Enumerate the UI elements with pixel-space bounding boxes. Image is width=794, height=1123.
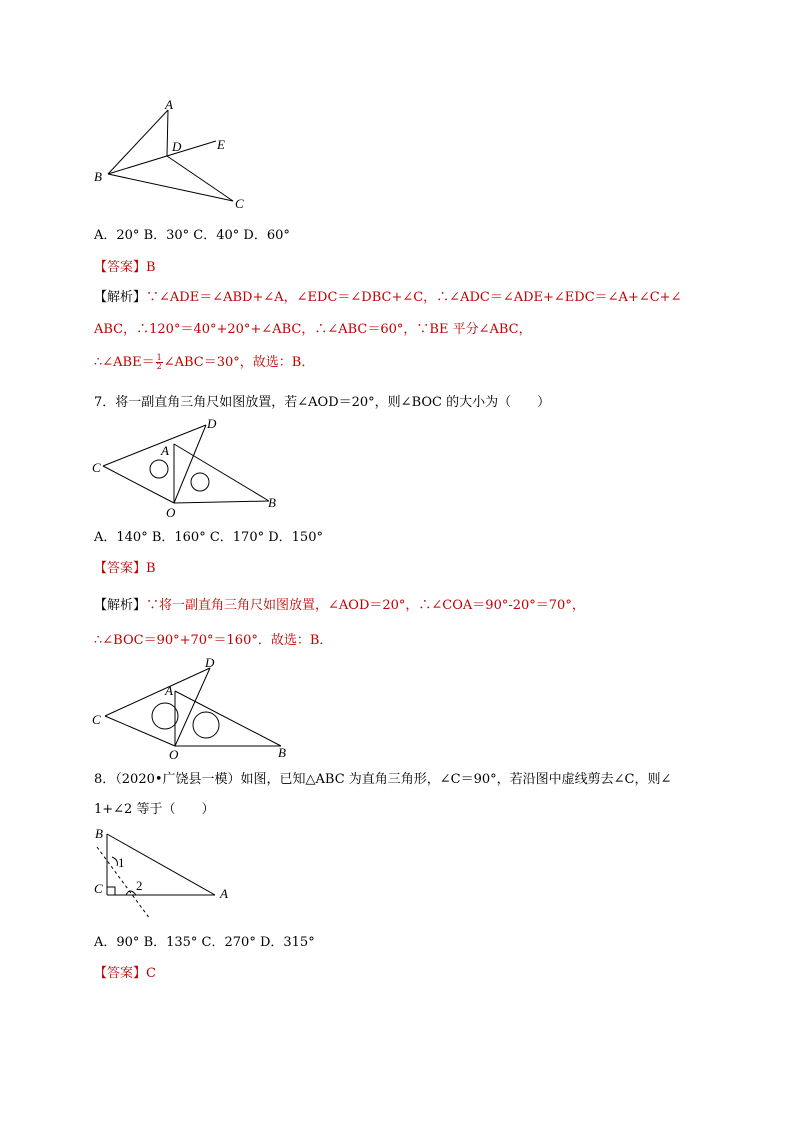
q6-answer — [94, 260, 156, 276]
answer-tag: 【答案】 — [94, 260, 147, 275]
segment-CO — [105, 716, 175, 746]
analysis-tag: 【解析】 — [94, 290, 147, 305]
label-B: B — [278, 745, 286, 760]
analysis-text: ∵将一副直角三角尺如图放置，∠AOD＝20°，∴∠COA＝90°-20°＝70°， — [146, 598, 585, 613]
q7-analysis-line1 — [94, 598, 585, 614]
q7-question: 7．将一副直角三角尺如图放置，若∠AOD＝20°，则∠BOC 的大小为（ ） — [94, 395, 551, 410]
answer-tag: 【答案】 — [94, 561, 147, 576]
right-angle-mark — [107, 887, 115, 895]
answer-value: C — [146, 966, 156, 981]
label-D: D — [172, 139, 182, 154]
q8-figure — [88, 823, 238, 923]
q8-question-line1: 8．（2020•广饶县一模）如图，已知△ABC 为直角三角形，∠C＝90°，若沿图中虚线剪去∠C，则∠ — [94, 772, 672, 787]
triangle-hole-right — [191, 473, 209, 491]
q6-analysis-line2: ABC，∴120°＝40°+20°+∠ABC，∴∠ABC＝60°，∵BE 平分∠ABC， — [94, 322, 532, 337]
analysis-line3-post: ∠ABC＝30°，故选：B． — [163, 355, 315, 370]
angle-1-arc — [112, 857, 117, 866]
triangle-hole-left — [150, 460, 168, 478]
q7-figure — [88, 415, 288, 523]
segment-BE — [108, 141, 216, 174]
label-E: E — [217, 137, 225, 152]
answer-value: B — [146, 561, 156, 576]
q7-analysis-line2: ∴∠BOC＝90°+70°＝160°．故选：B． — [94, 633, 333, 648]
label-B: B — [268, 495, 276, 510]
segment-AD — [167, 110, 168, 156]
triangle-hole-left — [152, 703, 178, 729]
segment-AB — [174, 444, 269, 501]
q6-analysis-line1 — [94, 290, 681, 306]
fraction-numerator: 1 — [156, 353, 162, 362]
label-B: B — [94, 169, 102, 184]
q7-analysis-figure — [88, 655, 298, 763]
label-D: D — [205, 655, 215, 670]
label-C: C — [235, 196, 244, 211]
analysis-line3-pre: ∴∠ABE＝ — [94, 355, 155, 370]
label-B: B — [95, 826, 103, 841]
segment-CD — [103, 425, 206, 466]
label-angle-1: 1 — [118, 855, 125, 870]
label-D: D — [207, 416, 217, 431]
fraction-one-half — [156, 354, 163, 371]
label-angle-2: 2 — [136, 878, 143, 893]
q6-figure — [88, 95, 248, 215]
label-C: C — [92, 460, 101, 475]
segment-OB — [174, 501, 269, 503]
label-C: C — [92, 712, 101, 727]
q6-analysis-line3 — [94, 354, 314, 371]
analysis-text: ∵∠ADE＝∠ABD+∠A，∠EDC＝∠DBC+∠C，∴∠ADC＝∠ADE+∠EDC＝∠A+∠C+∠ — [146, 290, 682, 305]
label-O: O — [169, 747, 179, 762]
answer-value: B — [146, 260, 156, 275]
q8-question-line2: 1+∠2 等于（ ） — [94, 802, 215, 817]
answer-tag: 【答案】 — [94, 966, 147, 981]
label-A: A — [165, 97, 173, 112]
segment-BC — [108, 174, 233, 201]
angle-2-arc — [126, 891, 136, 895]
segment-CO — [103, 466, 174, 503]
label-C: C — [94, 881, 103, 896]
label-A: A — [161, 443, 169, 458]
fraction-denominator: 2 — [156, 362, 162, 371]
q7-options: A．140° B．160° C．170° D．150° — [94, 530, 323, 545]
label-A: A — [165, 683, 173, 698]
q8-answer — [94, 966, 156, 982]
q6-options: A．20° B．30° C．40° D．60° — [94, 228, 290, 243]
q7-answer — [94, 561, 156, 577]
segment-AB — [175, 691, 281, 746]
segment-CD — [105, 668, 210, 716]
analysis-tag: 【解析】 — [94, 598, 147, 613]
label-O: O — [166, 505, 176, 520]
segment-OD — [175, 668, 210, 746]
label-A: A — [220, 886, 228, 901]
triangle-hole-right — [193, 712, 219, 738]
q8-options: A．90° B．135° C．270° D．315° — [94, 935, 315, 950]
